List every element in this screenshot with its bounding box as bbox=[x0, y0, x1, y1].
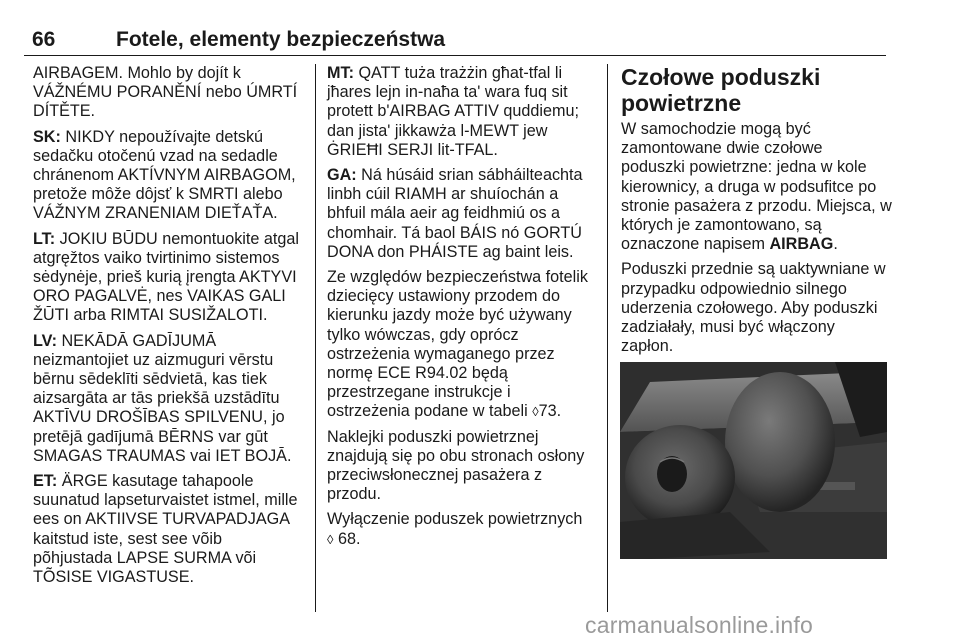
text-line: jħares lejn in-naħa ta' wara fuq sit bbox=[327, 83, 568, 102]
text-line: neizmantojiet uz aizmuguri vērstu bbox=[33, 350, 274, 369]
language-code: LT: bbox=[33, 229, 56, 248]
column-divider-1 bbox=[315, 64, 316, 612]
page-title: Fotele, elementy bezpieczeństwa bbox=[116, 28, 446, 51]
section-heading bbox=[621, 64, 889, 116]
paragraph-labels bbox=[327, 428, 587, 505]
text-line: TÕSISE VIGASTUSE. bbox=[33, 568, 195, 587]
text-line: zadziałały, musi być włączony bbox=[621, 318, 835, 337]
text-line: sėdynėje, prieš kurią įrengta AKTYVI bbox=[33, 268, 297, 287]
text-line: Wyłączenie poduszek powietrznych bbox=[327, 510, 583, 529]
text-line: atgręžtos vaiko tvirtinimo sistemos bbox=[33, 248, 280, 267]
text-line: AIRBAGEM. Mohlo by dojít k bbox=[33, 64, 241, 82]
text-line: uderzenia czołowego. Aby poduszki bbox=[621, 298, 878, 317]
text-line: poduszki powietrzne: jedna w kole bbox=[621, 158, 867, 177]
paragraph-deactivation bbox=[327, 510, 587, 548]
text-line: ostrzeżenia wymaganego przez bbox=[327, 344, 555, 363]
cross-reference-icon: ◊ bbox=[532, 404, 539, 420]
text-line: oznaczone napisem bbox=[621, 235, 770, 254]
column-2 bbox=[327, 64, 587, 555]
text-line: . bbox=[833, 235, 838, 254]
text-line: znajdują się po obu stronach osłony bbox=[327, 446, 585, 465]
text-line: põhjustada LAPSE SURMA või bbox=[33, 548, 257, 567]
text-line: tylko wówczas, gdy oprócz bbox=[327, 325, 519, 344]
language-code: ET: bbox=[33, 472, 58, 491]
text-line: QATT tuża trażżin għat-tfal li bbox=[353, 64, 563, 82]
text-line: kaitstud iste, sest see võib bbox=[33, 529, 222, 548]
text-line: protett b'AIRBAG ATTIV quddiemu; bbox=[327, 102, 580, 121]
text-line: ÄRGE kasutage tahapoole bbox=[57, 472, 254, 491]
text-line: przeciwsłonecznej pasażera z bbox=[327, 466, 543, 485]
text-line: dan jista' jikkawża l-MEWT jew bbox=[327, 121, 548, 140]
text-line: NEKĀDĀ GADĪJUMĀ bbox=[56, 331, 217, 350]
language-code: SK: bbox=[33, 127, 61, 146]
text-line: Ze względów bezpieczeństwa fotelik bbox=[327, 268, 588, 287]
text-line: sedačku otočenú vzad na sedadle bbox=[33, 146, 278, 165]
text-line: DÍTĚTE. bbox=[33, 102, 96, 121]
text-line: kierownicy, a druga w podsufitce po bbox=[621, 177, 877, 196]
airbag-illustration bbox=[620, 362, 887, 559]
language-code: MT: bbox=[327, 64, 354, 82]
text-line: których je zamontowano, są bbox=[621, 216, 822, 235]
text-line: ees on AKTIIVSE TURVAPADJAGA bbox=[33, 510, 291, 529]
warning-mt bbox=[327, 64, 587, 160]
text-line: normę ECE R94.02 będą bbox=[327, 364, 508, 383]
text-line: SMAGAS TRAUMAS vai IET BOJĀ. bbox=[33, 446, 292, 465]
warning-cs-continued bbox=[33, 64, 303, 122]
column-1 bbox=[33, 64, 303, 593]
text-line: Naklejki poduszki powietrznej bbox=[327, 427, 539, 446]
text-line: bhfuil mála aeir ag feidhmiú os a bbox=[327, 204, 561, 223]
text-line: zapłon. bbox=[621, 337, 674, 356]
language-code: GA: bbox=[327, 166, 357, 185]
text-line: pretože môže dôjsť k SMRTI alebo bbox=[33, 185, 283, 204]
text-line: DONA don PHÁISTE ag baint leis. bbox=[327, 242, 574, 261]
text-line: ostrzeżenia podane w tabeli bbox=[327, 402, 533, 421]
text-line: aizsargāta ar tās priekšā uzstādītu bbox=[33, 389, 280, 408]
text-line: AKTĪVU DROŠĪBAS SPILVENU, jo bbox=[33, 408, 285, 427]
warning-et bbox=[33, 472, 303, 587]
column-divider-2 bbox=[607, 64, 608, 612]
text-line: linbh cúil RIAMH ar shuíochán a bbox=[327, 185, 559, 204]
cross-reference-icon: ◊ bbox=[327, 531, 334, 547]
text-line: przypadku odpowiednio silnego bbox=[621, 279, 847, 298]
page-number: 66 bbox=[32, 28, 56, 51]
text-line: pretējā gadījumā BĒRNS var gūt bbox=[33, 427, 268, 446]
text-line: Poduszki przednie są uaktywniane w bbox=[621, 260, 886, 279]
page-reference-link[interactable]: 68. bbox=[337, 529, 361, 548]
text-line: JOKIU BŪDU nemontuokite atgal bbox=[55, 229, 299, 248]
text-line: NIKDY nepoužívajte detskú bbox=[60, 127, 264, 146]
warning-lv bbox=[33, 332, 303, 466]
text-line: VÁŽNYM ZRANENIAM DIEŤAŤA. bbox=[33, 204, 278, 223]
text-line: kierunku jazdy może być używany bbox=[327, 306, 572, 325]
column-3 bbox=[621, 64, 892, 362]
language-code: LV: bbox=[33, 331, 57, 350]
heading-line: Czołowe poduszki bbox=[621, 64, 821, 90]
text-line: ORO PAGALVĖ, nes VAIKAS GALI bbox=[33, 287, 286, 306]
text-line: zamontowane dwie czołowe bbox=[621, 139, 823, 158]
heading-line: powietrzne bbox=[621, 90, 742, 116]
text-line: chránenom AKTÍVNYM AIRBAGOM, bbox=[33, 166, 296, 185]
text-line: przestrzegane instrukcje i bbox=[327, 383, 511, 402]
text-line: ĠRIEĦI SERJI lit-TFAL. bbox=[327, 140, 498, 159]
text-line: W samochodzie mogą być bbox=[621, 120, 811, 138]
warning-sk bbox=[33, 128, 303, 224]
header-divider bbox=[24, 55, 886, 56]
watermark: carmanualsonline.info bbox=[585, 612, 813, 638]
paragraph-activation bbox=[621, 260, 889, 356]
warning-ga bbox=[327, 166, 587, 262]
paragraph-forward-seat bbox=[327, 268, 587, 422]
page-header bbox=[24, 28, 886, 54]
page-reference-link[interactable]: 73. bbox=[538, 402, 562, 421]
text-line: dziecięcy ustawiony przodem do bbox=[327, 287, 561, 306]
text-line: chomhair. Tá baol BÁIS nó GORTÚ bbox=[327, 223, 582, 242]
text-line: bērnu sēdeklīti sēdvietā, kas tiek bbox=[33, 370, 267, 389]
text-line: ŽŪTI arba RIMTAI SUSIŽALOTI. bbox=[33, 306, 268, 325]
text-line: VÁŽNÉMU PORANĚNÍ nebo ÚMRTÍ bbox=[33, 83, 298, 102]
airbag-label: AIRBAG bbox=[769, 235, 834, 254]
text-line: stronie pasażera z przodu. Miejsca, w bbox=[621, 196, 892, 215]
paragraph-front-airbags bbox=[621, 120, 892, 254]
text-line: Ná húsáid srian sábháilteachta bbox=[356, 166, 583, 185]
airbag-photo-image bbox=[620, 362, 887, 559]
text-line: suunatud lapseturvaistet istmel, mille bbox=[33, 491, 298, 510]
text-line: przodu. bbox=[327, 485, 381, 504]
warning-lt bbox=[33, 230, 303, 326]
